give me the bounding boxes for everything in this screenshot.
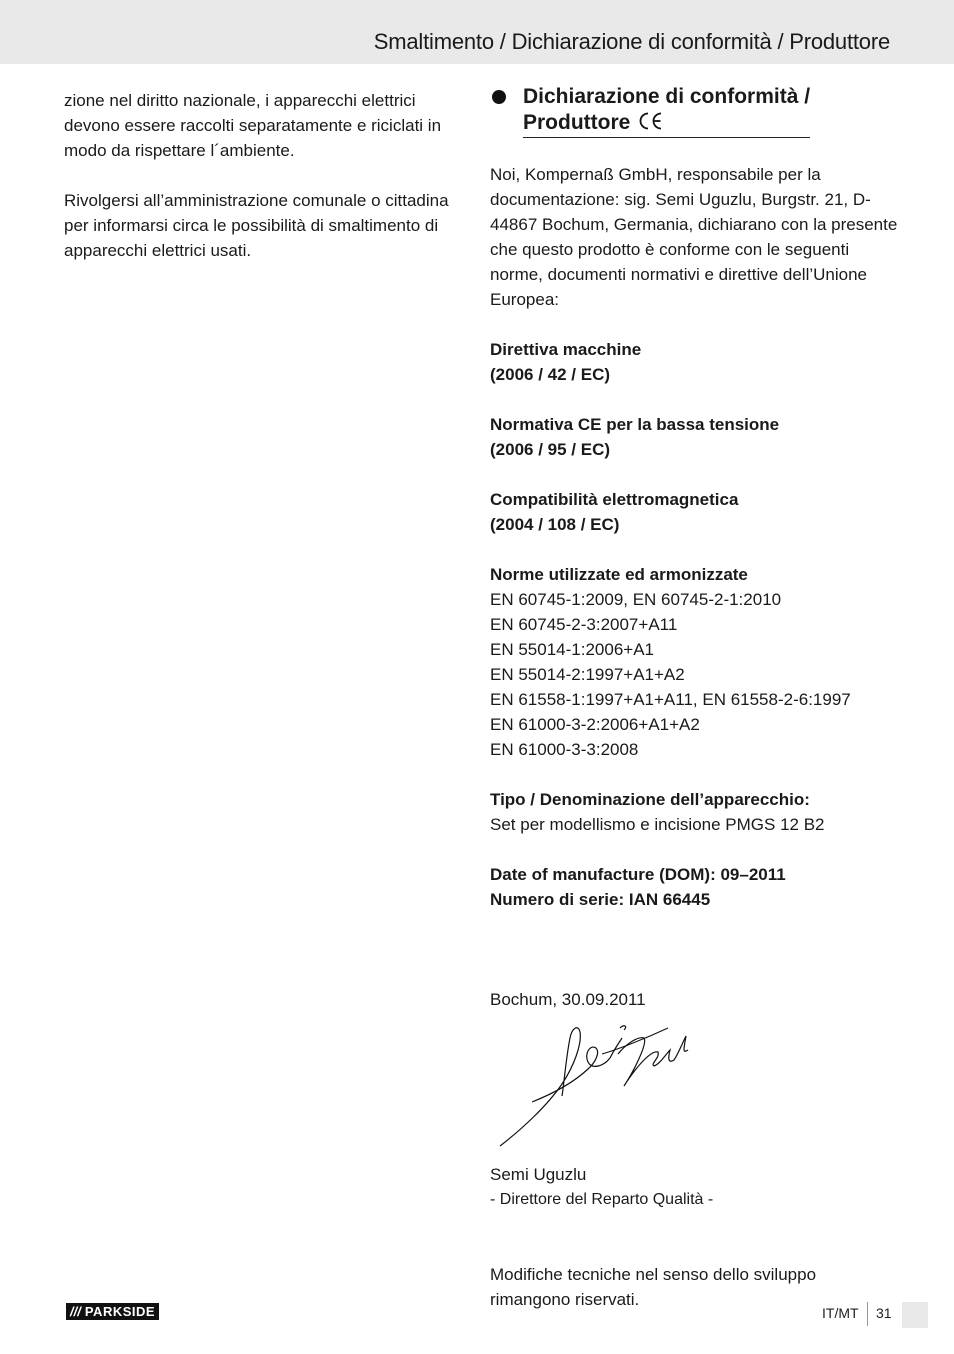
manufacture-info <box>490 862 900 912</box>
standard-item: EN 61000-3-2:2006+A1+A2 <box>490 715 700 734</box>
left-column <box>64 88 464 288</box>
low-voltage-code: (2006 / 95 / EC) <box>490 440 611 459</box>
closing-note: Modifiche tecniche nel senso dello sviluppo rimangono riservati. <box>490 1265 817 1309</box>
standards-title: Norme utilizzate ed armonizzate <box>490 565 748 584</box>
spacer <box>490 937 900 987</box>
machine-directive-title: Direttiva macchine <box>490 340 642 359</box>
ce-mark-icon <box>636 111 664 131</box>
emc-directive <box>490 487 900 537</box>
low-voltage-title: Normativa CE per la bassa tensione <box>490 415 780 434</box>
serial-number: Numero di serie: IAN 66445 <box>490 890 711 909</box>
page-tab-marker <box>902 1302 928 1328</box>
low-voltage-directive <box>490 412 900 462</box>
standards-list <box>490 562 900 762</box>
standard-item: EN 61000-3-3:2008 <box>490 740 639 759</box>
device-type-title: Tipo / Denominazione dell’apparecchio: <box>490 790 810 809</box>
disposal-paragraph-1: zione nel diritto nazionale, i apparecchi elettrici devono essere raccolti separatamente e riciclati in modo da rispettare l´ambiente. <box>64 91 442 160</box>
standard-item: EN 60745-1:2009, EN 60745-2-1:2010 <box>490 590 782 609</box>
signature-image <box>492 1014 702 1154</box>
section-heading-text <box>523 84 810 138</box>
standard-item: EN 60745-2-3:2007+A11 <box>490 615 678 634</box>
signer-name: Semi Uguzlu <box>490 1165 587 1184</box>
standard-item: EN 55014-2:1997+A1+A2 <box>490 665 685 684</box>
bullet-icon <box>492 90 506 104</box>
date-of-manufacture: Date of manufacture (DOM): 09–2011 <box>490 865 786 884</box>
heading-line-1: Dichiarazione di conformità / <box>523 85 811 108</box>
header-bar <box>0 0 954 64</box>
logo-slashes: /// <box>66 1303 83 1320</box>
language-code: IT/MT <box>822 1305 859 1321</box>
machine-directive-code: (2006 / 42 / EC) <box>490 365 611 384</box>
disposal-paragraph-2: Rivolgersi all’amministrazione comunale o cittadina per informarsi circa le possibilità di smaltimento di apparecchi elettrici usati. <box>64 191 449 260</box>
emc-code: (2004 / 108 / EC) <box>490 515 620 534</box>
place-date: Bochum, 30.09.2011 <box>490 990 646 1009</box>
standard-item: EN 55014-1:2006+A1 <box>490 640 654 659</box>
emc-title: Compatibilità elettromagnetica <box>490 490 739 509</box>
parkside-logo <box>66 1303 159 1320</box>
device-type-value: Set per modellismo e incisione PMGS 12 B2 <box>490 815 825 834</box>
device-type <box>490 787 900 837</box>
right-column <box>490 84 900 1337</box>
standard-item: EN 61558-1:1997+A1+A11, EN 61558-2-6:1997 <box>490 690 851 709</box>
page-title: Smaltimento / Dichiarazione di conformità / Produttore <box>373 29 890 54</box>
heading-line-2: Produttore <box>523 111 631 134</box>
machine-directive <box>490 337 900 387</box>
footer-divider <box>867 1302 868 1326</box>
signer-role: - Direttore del Reparto Qualità - <box>490 1191 714 1208</box>
section-heading <box>490 84 900 138</box>
page-number: 31 <box>876 1305 892 1321</box>
declaration-intro: Noi, Kompernaß GmbH, responsabile per la documentazione: sig. Semi Uguzlu, Burgstr. 21, D-44867 Bochum, Germania, dichiarano con la presente che questo prodotto è conforme con le seguenti norme, documenti normativi e direttive dell’Unione Europea: <box>490 165 898 309</box>
logo-text: PARKSIDE <box>83 1303 159 1320</box>
